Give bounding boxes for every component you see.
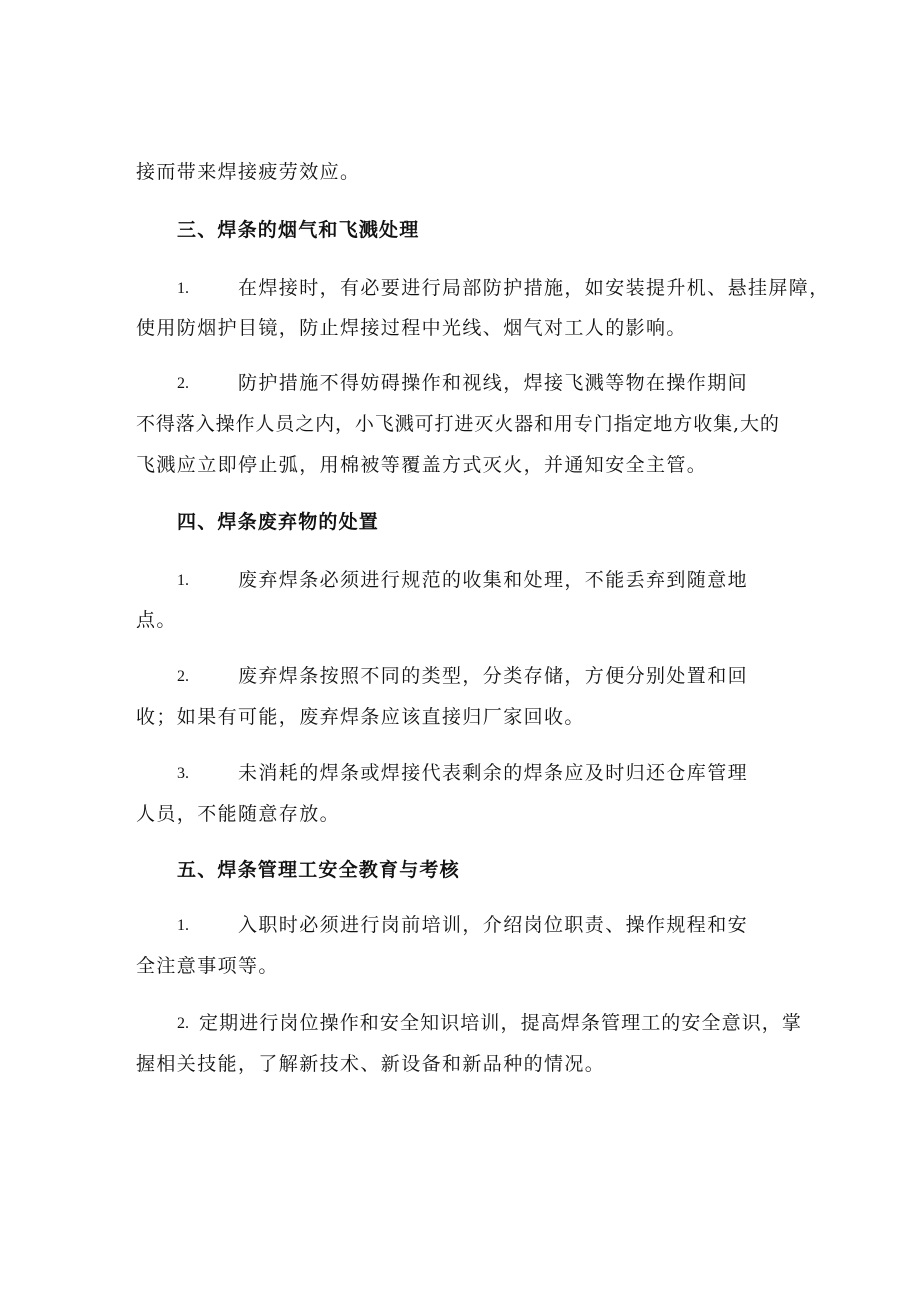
item-number: 1.: [177, 572, 189, 589]
item-text-line: 不得落入操作人员之内，小飞溅可打进灭火器和用专门指定地方收集,大的: [136, 413, 780, 435]
item-text-line: 未消耗的焊条或焊接代表剩余的焊条应及时归还仓库管理: [238, 762, 749, 784]
item-number: 2.: [177, 668, 189, 685]
item-text-line: 全注意事项等。: [136, 955, 279, 977]
section-heading-5: 五、焊条管理工安全教育与考核: [177, 859, 460, 881]
item-number: 2.: [177, 375, 189, 392]
item-text-line: 定期进行岗位操作和安全知识培训，提高焊条管理工的安全意识，掌: [199, 1012, 803, 1034]
section-heading-4: 四、焊条废弃物的处置: [177, 511, 380, 533]
item-text-line: 握相关技能，了解新技术、新设备和新品种的情况。: [136, 1053, 606, 1075]
section-heading-3: 三、焊条的烟气和飞溅处理: [177, 219, 420, 241]
item-number: 1.: [177, 280, 189, 297]
item-text-line: 飞溅应立即停止弧，用棉被等覆盖方式灭火，并通知安全主管。: [136, 454, 708, 476]
item-text-line: 废弃焊条按照不同的类型，分类存储，方便分别处置和回: [238, 665, 749, 687]
item-text-line: 防护措施不得妨碍操作和视线，焊接飞溅等物在操作期间: [238, 372, 749, 394]
item-text-line: 点。: [136, 609, 177, 631]
item-text-line: 入职时必须进行岗前培训，介绍岗位职责、操作规程和安: [238, 914, 749, 936]
item-text-line: 人员，不能随意存放。: [136, 803, 341, 825]
item-number: 1.: [177, 917, 189, 934]
item-number: 3.: [177, 765, 189, 782]
continuation-text: 接而带来焊接疲劳效应。: [136, 161, 361, 183]
item-text-line: 废弃焊条必须进行规范的收集和处理，不能丢弃到随意地: [238, 569, 749, 591]
item-text-line: 在焊接时，有必要进行局部防护措施，如安装提升机、悬挂屏障，: [238, 277, 830, 299]
item-text-line: 收；如果有可能，废弃焊条应该直接归厂家回收。: [136, 706, 585, 728]
item-number: 2.: [177, 1015, 189, 1032]
item-text-line: 使用防烟护目镜，防止焊接过程中光线、烟气对工人的影响。: [136, 317, 687, 339]
